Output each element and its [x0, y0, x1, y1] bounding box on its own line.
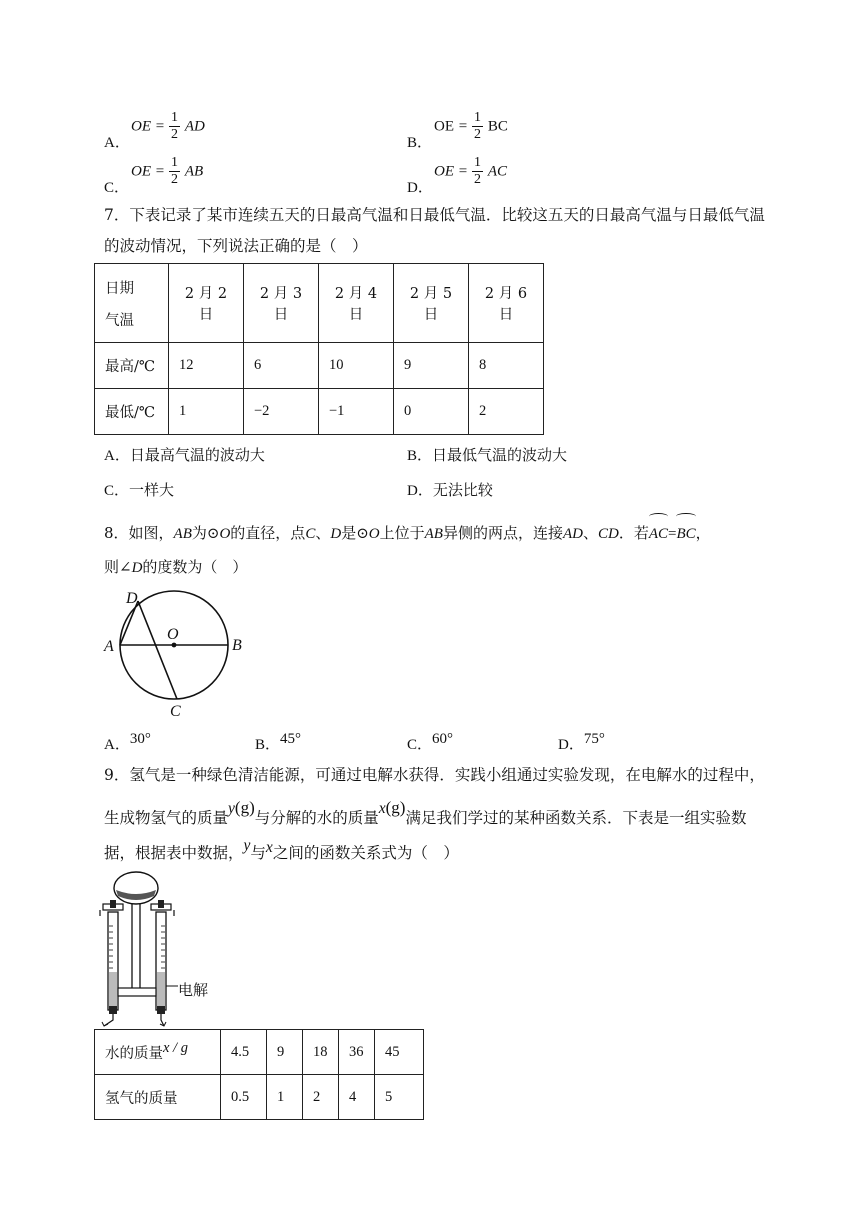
table-cell: 36 — [339, 1030, 375, 1075]
option-letter: C． — [104, 180, 130, 196]
fraction: $\frac{1}{2}$ — [474, 110, 482, 142]
arc-bc: BC — [676, 515, 695, 549]
date-header: 2 月 3 日 — [244, 264, 319, 343]
q6-option-b[interactable]: B． OE = $\frac{1}{2}$ BC — [407, 110, 508, 151]
date-header: 2 月 4 日 — [319, 264, 394, 343]
q8-option-d[interactable]: D．75° — [558, 731, 605, 753]
date-header: 2 月 2 日 — [169, 264, 244, 343]
table-cell: 9 — [394, 343, 469, 389]
fraction: $\frac{1}{2}$ — [171, 155, 179, 187]
table-cell: 8 — [469, 343, 544, 389]
table-row — [95, 343, 544, 389]
option-letter: B． — [407, 135, 433, 151]
table-cell: 4 — [339, 1075, 375, 1120]
table-cell: 6 — [244, 343, 319, 389]
row-label: 最低/℃ — [95, 389, 169, 435]
table-cell: 0.5 — [221, 1075, 267, 1120]
table-corner: 日期 气温 — [95, 264, 169, 343]
table-cell: 9 — [267, 1030, 303, 1075]
q9-stem-line3: 据，根据表中数据，y与x之间的函数关系式为（ ） — [104, 837, 459, 862]
electrolysis-apparatus — [90, 868, 230, 1028]
q9-stem-line1: 9．氢气是一种绿色清洁能源，可通过电解水获得．实践小组通过实验发现，在电解水的过程中， — [104, 766, 765, 784]
label-o: O — [167, 626, 179, 643]
q8-circle-figure — [100, 584, 260, 720]
q8-option-c[interactable]: C．60° — [407, 731, 454, 753]
q9-stem-line2: 生成物氢气的质量y(g)与分解的水的质量x(g)满足我们学过的某种函数关系．下表是一组实验数 — [104, 798, 747, 827]
table-cell: −2 — [244, 389, 319, 435]
center-dot — [172, 643, 177, 648]
date-header: 2 月 6 日 — [469, 264, 544, 343]
table-cell: 1 — [267, 1075, 303, 1120]
chord-dc — [138, 601, 177, 699]
q8-stem-line1: 8．如图，AB为⊙O的直径，点C、D是⊙O上位于AB异侧的两点，连接AD、CD．若 AC= BC， — [104, 515, 711, 549]
option-letter: D． — [407, 180, 433, 196]
q6-option-c[interactable]: C． OE = $\frac{1}{2}$ AB — [104, 155, 204, 196]
row-label: 最高/℃ — [95, 343, 169, 389]
q7-stem-line1: 7．下表记录了某市连续五天的日最高气温和日最低气温．比较这五天的日最高气温与日最低气温 — [104, 206, 765, 224]
q9-mass-table — [94, 1029, 424, 1120]
table-cell: 18 — [303, 1030, 339, 1075]
table-cell: 2 — [469, 389, 544, 435]
table-cell: 5 — [375, 1075, 424, 1120]
q7-option-d[interactable]: D．无法比较 — [407, 481, 493, 499]
table-row — [95, 389, 544, 435]
apparatus-label: 电解 — [178, 981, 209, 999]
q6-option-d[interactable]: D． OE = $\frac{1}{2}$ AC — [407, 155, 507, 196]
table-cell: 12 — [169, 343, 244, 389]
fraction: $\frac{1}{2}$ — [474, 155, 482, 187]
q8-stem-line2: 则∠D的度数为（ ） — [104, 558, 248, 576]
label-b: B — [232, 637, 242, 654]
option-letter: A． — [104, 135, 130, 151]
row-label: 水的质量x / g — [95, 1030, 221, 1075]
label-c: C — [170, 703, 181, 720]
table-row — [95, 1030, 424, 1075]
table-cell: −1 — [319, 389, 394, 435]
table-row — [95, 264, 544, 343]
table-cell: 45 — [375, 1030, 424, 1075]
q8-option-b[interactable]: B．45° — [255, 731, 302, 753]
table-cell: 10 — [319, 343, 394, 389]
table-cell: 2 — [303, 1075, 339, 1120]
table-cell: 0 — [394, 389, 469, 435]
label-a: A — [104, 638, 114, 655]
table-row — [95, 1075, 424, 1120]
q7-stem-line2: 的波动情况，下列说法正确的是（ ） — [104, 237, 368, 255]
q7-temperature-table — [94, 263, 544, 435]
q8-option-a[interactable]: A．30° — [104, 731, 151, 753]
q7-option-b[interactable]: B．日最低气温的波动大 — [407, 446, 568, 464]
q7-option-c[interactable]: C．一样大 — [104, 481, 175, 499]
q6-option-a[interactable]: A． OE = $\frac{1}{2}$ AD — [104, 110, 205, 151]
date-header: 2 月 5 日 — [394, 264, 469, 343]
label-d: D — [126, 590, 138, 607]
fraction: $\frac{1}{2}$ — [171, 110, 179, 142]
table-cell: 4.5 — [221, 1030, 267, 1075]
arc-ac: AC — [649, 515, 668, 549]
q7-option-a[interactable]: A．日最高气温的波动大 — [104, 446, 265, 464]
row-label: 氢气的质量 — [95, 1075, 221, 1120]
table-cell: 1 — [169, 389, 244, 435]
chord-ad — [120, 601, 138, 645]
